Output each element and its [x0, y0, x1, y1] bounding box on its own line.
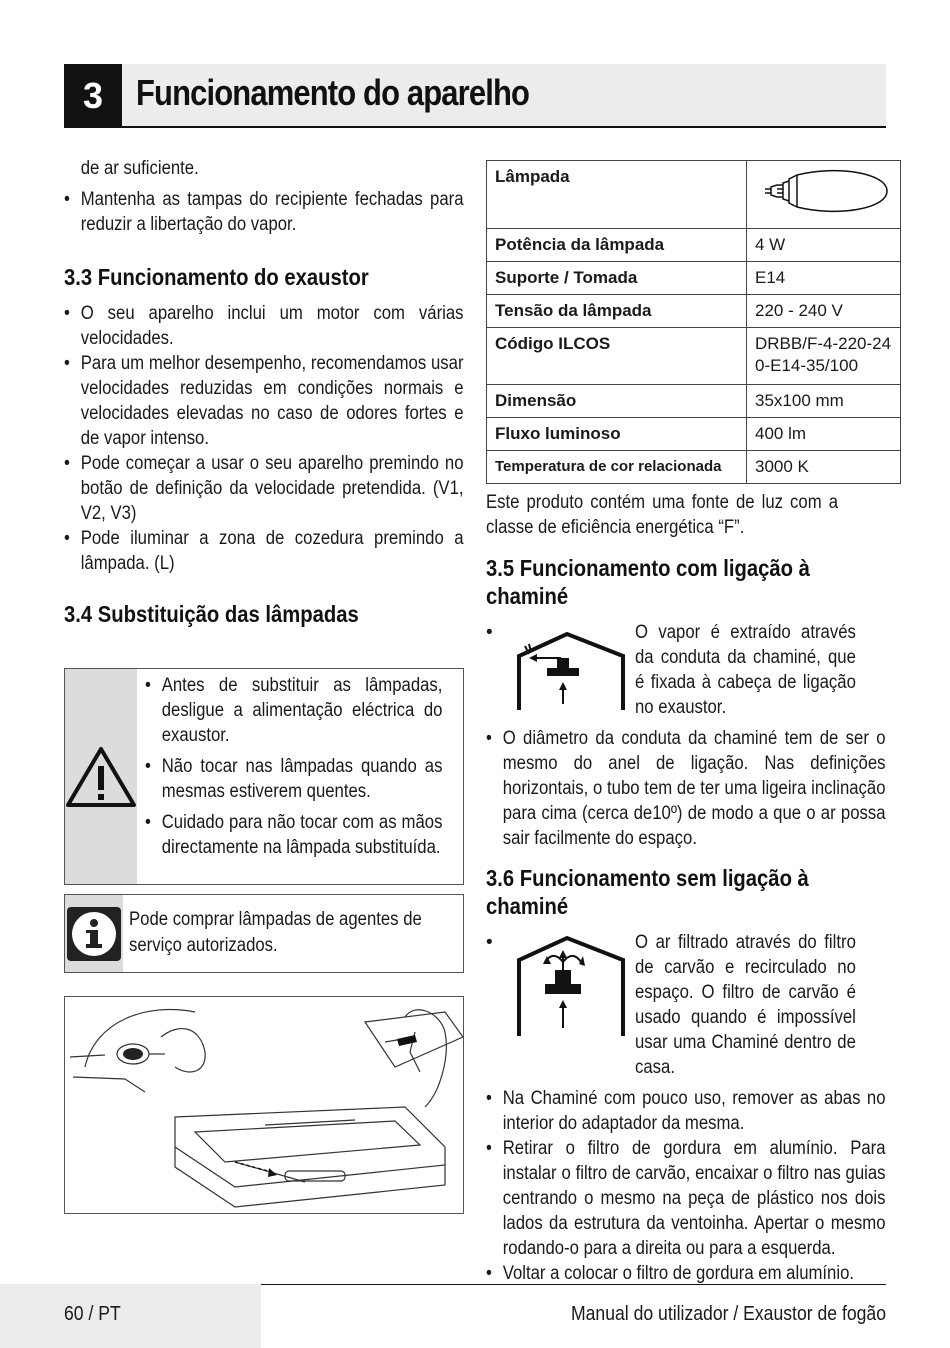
section-3-5-title: 3.5 Funcionamento com ligação à chaminé — [486, 555, 810, 609]
table-row — [487, 451, 901, 484]
s36-figure-row: • O ar filtrado através do filtro de carvão e recirculado no espaço. O filtro de carvão é usado quando é impossível usar uma Chaminé dentro de casa. — [486, 932, 856, 1078]
table-row — [487, 229, 901, 262]
footer-rule — [261, 1284, 886, 1285]
table-row — [487, 161, 901, 229]
s36-figure-text: O ar filtrado através do filtro de carvão e recirculado no espaço. O filtro de carvão é usado quando é impossível usar uma Chaminé dentro de casa. — [635, 932, 856, 1078]
table-row — [487, 262, 901, 295]
manual-title: Manual do utilizador / Exaustor de fogão — [570, 1303, 886, 1325]
table-row — [487, 295, 901, 328]
s36-bullet-1: • Na Chaminé com pouco uso, remover as abas no interior do adaptador da mesma. — [486, 1086, 886, 1136]
s33-bullet-2: • Para um melhor desempenho, recomendamos usar velocidades reduzidas em condições normais e velocidades elevadas no caso de odores fortes e de vapor intenso. — [64, 351, 464, 451]
warning-bullet-2: • Não tocar nas lâmpadas quando as mesmas estiverem quentes. — [145, 754, 442, 804]
table-row — [487, 385, 901, 418]
efficiency-text: Este produto contém uma fonte de luz com a classe de eficiência energética “F”. — [486, 492, 838, 538]
info-icon-cell — [65, 895, 123, 972]
s33-bullet-1: • O seu aparelho inclui um motor com várias velocidades. — [64, 301, 464, 351]
section-3-3-title: 3.3 Funcionamento do exaustor — [64, 264, 369, 290]
lamp-image-cell — [747, 161, 901, 229]
spec-key: Temperatura de cor relacionada — [487, 451, 747, 484]
spec-key: Dimensão — [487, 385, 747, 418]
s33-bullet-4: • Pode iluminar a zona de cozedura premindo a lâmpada. (L) — [64, 526, 464, 576]
info-icon — [65, 905, 123, 963]
chapter-header — [64, 64, 886, 128]
s35-figure-text: O vapor é extraído através da conduta da chaminé, que é fixada à cabeça de ligação no exaustor. — [635, 622, 856, 718]
spec-value: 3000 K — [747, 451, 901, 484]
info-text-content: Pode comprar lâmpadas de agentes de serviço autorizados. — [129, 909, 422, 956]
warning-text — [137, 669, 489, 884]
s33-bullet-3: • Pode começar a usar o seu aparelho premindo no botão de definição da velocidade pretendida. (V1, V2, V3) — [64, 451, 464, 526]
recirculation-icon — [505, 934, 625, 1038]
spec-key: Potência da lâmpada — [487, 229, 747, 262]
lamp-label: Lâmpada — [487, 161, 747, 229]
spec-key: Código ILCOS — [487, 328, 747, 385]
warning-triangle-icon — [65, 746, 137, 808]
chimney-connection-icon — [505, 626, 625, 712]
chapter-title: Funcionamento do aparelho — [136, 72, 530, 113]
section-3-4-title: 3.4 Substituição das lâmpadas — [64, 601, 359, 627]
s36-bullet-2: • Retirar o filtro de gordura em alumínio. Para instalar o filtro de carvão, encaixar o filtro nas guias centrando o mesmo na peça de plástico nos dois lados da estrutura da ventoinha. Apertar o mesmo rodando-o para a direita ou para a esquerda. — [486, 1136, 886, 1261]
intro-bullet: • Mantenha as tampas do recipiente fechadas para reduzir a libertação do vapor. — [64, 187, 464, 237]
left-column — [64, 156, 518, 628]
right-column — [486, 490, 886, 558]
lamp-bulb-icon — [757, 165, 889, 217]
footer-shade — [0, 1284, 261, 1348]
spec-value: 35x100 mm — [747, 385, 901, 418]
page-number: 60 / PT — [64, 1303, 121, 1325]
spec-value: 220 - 240 V — [747, 295, 901, 328]
hood-illustration-icon — [65, 997, 463, 1213]
warning-bullet-3: • Cuidado para não tocar com as mãos directamente na lâmpada substituída. — [145, 810, 442, 860]
section-3-6 — [486, 864, 886, 1286]
spec-value: E14 — [747, 262, 901, 295]
info-box — [64, 894, 464, 973]
s35-bullet: • O diâmetro da conduta da chaminé tem de ser o mesmo do anel de ligação. Nas definições horizontais, o tubo tem de ter uma ligeira inclinação para cima (cerca de10º) de modo a que o ar possa sair facilmente do espaço. — [486, 726, 886, 851]
spec-value: DRBB/F-4-220-240-E14-35/100 — [747, 328, 901, 385]
intro-continuation: de ar suficiente. — [80, 158, 199, 179]
chapter-number: 3 — [64, 64, 122, 128]
warning-box — [64, 668, 464, 885]
section-3-5 — [486, 554, 886, 851]
lamp-replacement-illustration — [64, 996, 464, 1214]
info-text — [123, 895, 470, 972]
s35-figure-row: • O vapor é extraído através da conduta da chaminé, que é fixada à cabeça de ligação no exaustor. — [486, 622, 856, 718]
table-row — [487, 418, 901, 451]
spec-key: Suporte / Tomada — [487, 262, 747, 295]
lamp-spec-table — [486, 160, 901, 484]
section-3-6-title: 3.6 Funcionamento sem ligação à chaminé — [486, 865, 809, 919]
warning-bullet-1: • Antes de substituir as lâmpadas, desligue a alimentação eléctrica do exaustor. — [145, 673, 442, 748]
table-row — [487, 328, 901, 385]
spec-value: 4 W — [747, 229, 901, 262]
spec-key: Tensão da lâmpada — [487, 295, 747, 328]
spec-value: 400 lm — [747, 418, 901, 451]
warning-icon-cell — [65, 669, 137, 884]
spec-key: Fluxo luminoso — [487, 418, 747, 451]
s36-bullet-3: • Voltar a colocar o filtro de gordura em alumínio. — [486, 1261, 886, 1286]
